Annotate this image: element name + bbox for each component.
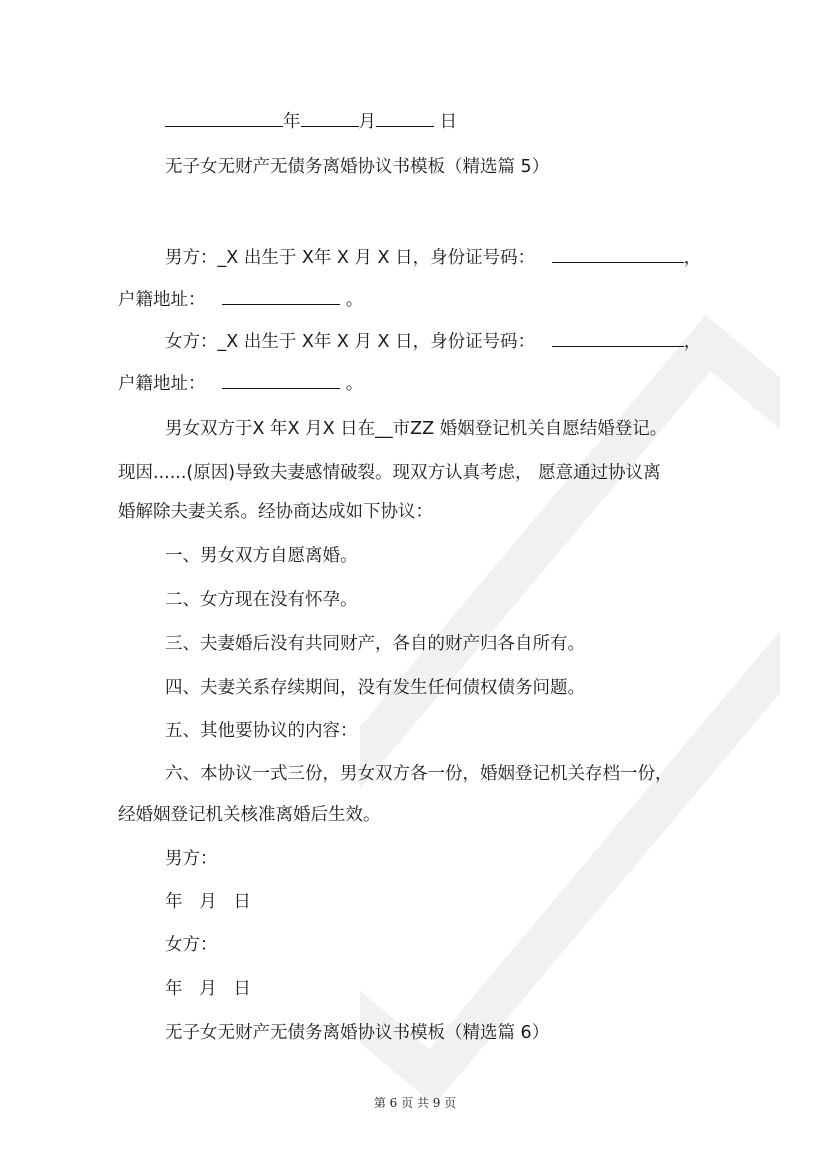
clause: 经婚姻登记机关核准离婚后生效。: [118, 805, 381, 825]
female-signature-label: 女方：: [165, 935, 218, 955]
date-line: 年 月 日: [165, 108, 457, 134]
female-signature-date: 年 月 日: [165, 979, 251, 999]
female-info: 女方：_X 出生于 X年 X 月 X 日，身份证号码： ，: [165, 328, 701, 354]
male-info: 男方：_X 出生于 X年 X 月 X 日，身份证号码： ，: [165, 244, 701, 270]
intro-line: 男女双方于X 年X 月X 日在__市ZZ 婚姻登记机关自愿结婚登记。: [165, 419, 668, 439]
page-footer: 第 6 页 共 9 页: [373, 1096, 457, 1110]
female-address: 户籍地址： 。: [118, 370, 363, 396]
male-signature-date: 年 月 日: [165, 892, 251, 912]
male-address: 户籍地址： 。: [118, 286, 363, 312]
section-title: 无子女无财产无债务离婚协议书模板（精选篇 5）: [165, 157, 550, 177]
clause: 五、其他要协议的内容：: [165, 721, 358, 741]
intro-line: 现因......(原因)导致夫妻感情破裂。现双方认真考虑， 愿意通过协议离: [118, 463, 661, 483]
clause: 三、夫妻婚后没有共同财产，各自的财产归各自所有。: [165, 634, 585, 654]
male-signature-label: 男方：: [165, 849, 218, 869]
clause: 二、女方现在没有怀孕。: [165, 590, 358, 610]
clause: 一、男女双方自愿离婚。: [165, 546, 358, 566]
intro-line: 婚解除夫妻关系。经协商达成如下协议：: [118, 502, 433, 522]
clause: 四、夫妻关系存续期间，没有发生任何债权债务问题。: [165, 678, 585, 698]
clause: 六、本协议一式三份，男女双方各一份，婚姻登记机关存档一份，: [165, 764, 673, 784]
section-title: 无子女无财产无债务离婚协议书模板（精选篇 6）: [165, 1023, 550, 1043]
